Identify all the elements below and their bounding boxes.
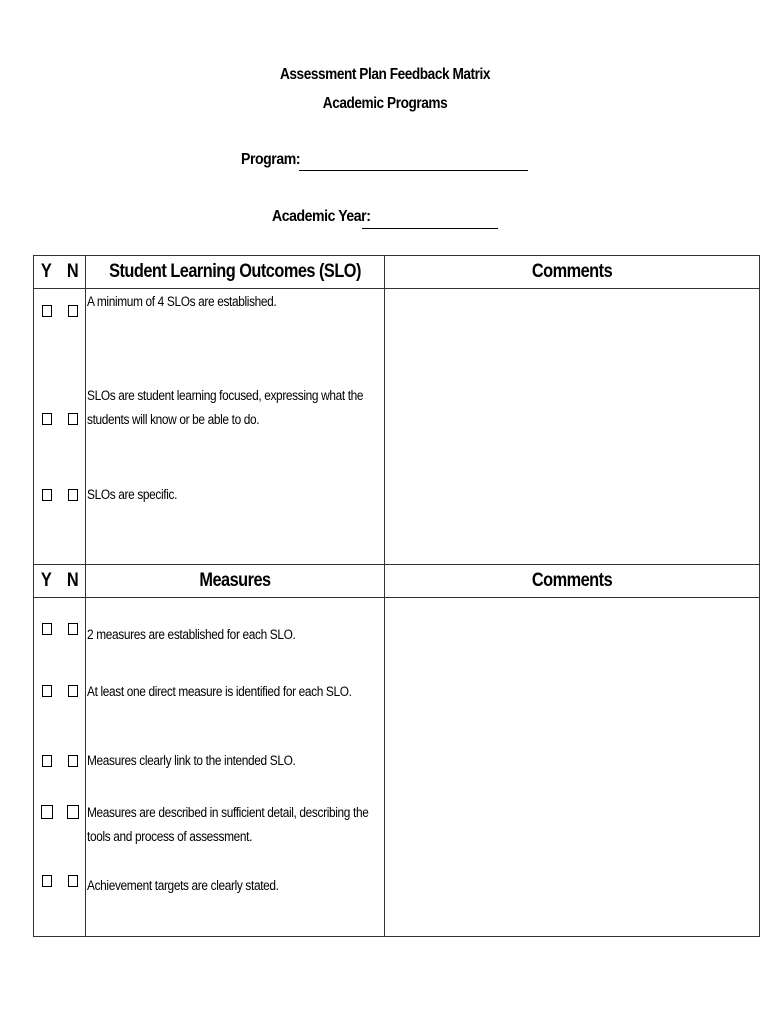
- measures-item-4-text-line1: Measures are described in sufficient detail, describing the: [87, 805, 369, 820]
- measures-col-y: Y: [40, 570, 52, 591]
- slo-heading: Student Learning Outcomes (SLO): [109, 261, 361, 282]
- slo-col-y: Y: [40, 261, 52, 282]
- slo-item-2-text-line1: SLOs are student learning focused, expressing what the: [87, 388, 364, 403]
- measures-comments-area[interactable]: [386, 599, 758, 935]
- measures-item-4-text-line2: tools and process of assessment.: [87, 829, 253, 844]
- document-subtitle: Academic Programs: [322, 95, 448, 112]
- slo-col-n: N: [66, 261, 79, 282]
- measures-item-5-text: Achievement targets are clearly stated.: [87, 878, 279, 893]
- document-title: Assessment Plan Feedback Matrix: [279, 66, 490, 83]
- slo-item-3-no-checkbox[interactable]: [68, 489, 78, 501]
- slo-item-1-no-checkbox[interactable]: [68, 305, 78, 317]
- academic-year-field[interactable]: [362, 228, 498, 229]
- program-label: Program:: [241, 151, 301, 168]
- slo-item-2-no-checkbox[interactable]: [68, 413, 78, 425]
- measures-item-1-yes-checkbox[interactable]: [42, 623, 52, 635]
- measures-item-4-yes-checkbox[interactable]: [41, 805, 53, 819]
- measures-comments-heading: Comments: [531, 570, 613, 591]
- measures-item-5-yes-checkbox[interactable]: [42, 875, 52, 887]
- slo-item-1-text: A minimum of 4 SLOs are established.: [87, 294, 277, 309]
- slo-item-2-text-line2: students will know or be able to do.: [87, 412, 260, 427]
- slo-item-1-yes-checkbox[interactable]: [42, 305, 52, 317]
- measures-item-2-yes-checkbox[interactable]: [42, 685, 52, 697]
- measures-item-1-text: 2 measures are established for each SLO.: [87, 627, 296, 642]
- measures-item-2-no-checkbox[interactable]: [68, 685, 78, 697]
- slo-item-3-text: SLOs are specific.: [87, 487, 178, 502]
- measures-col-n: N: [66, 570, 79, 591]
- slo-item-2-yes-checkbox[interactable]: [42, 413, 52, 425]
- measures-item-3-no-checkbox[interactable]: [68, 755, 78, 767]
- measures-item-3-text: Measures clearly link to the intended SLO.: [87, 753, 296, 768]
- measures-item-2-text: At least one direct measure is identified for each SLO.: [87, 684, 352, 699]
- measures-item-5-no-checkbox[interactable]: [68, 875, 78, 887]
- slo-comments-area[interactable]: [386, 290, 758, 563]
- academic-year-label: Academic Year:: [272, 208, 371, 225]
- measures-heading: Measures: [199, 570, 271, 591]
- measures-item-3-yes-checkbox[interactable]: [42, 755, 52, 767]
- measures-item-4-no-checkbox[interactable]: [67, 805, 79, 819]
- measures-item-1-no-checkbox[interactable]: [68, 623, 78, 635]
- program-field[interactable]: [299, 170, 528, 171]
- slo-comments-heading: Comments: [531, 261, 613, 282]
- slo-item-3-yes-checkbox[interactable]: [42, 489, 52, 501]
